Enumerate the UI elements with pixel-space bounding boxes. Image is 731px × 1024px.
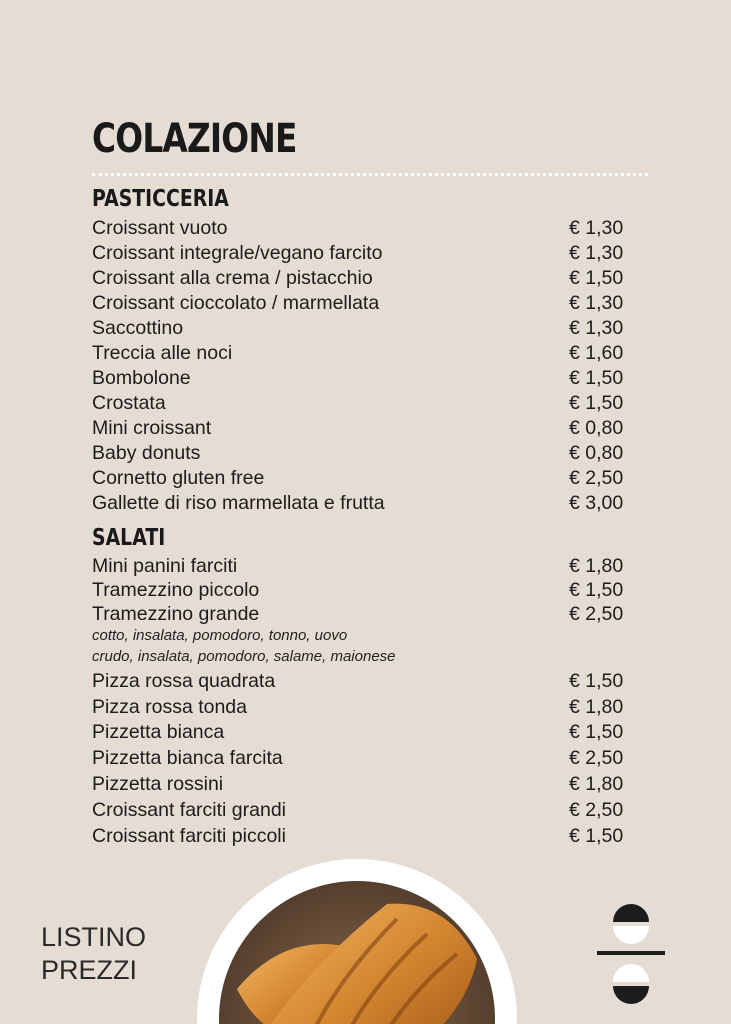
menu-item: [92, 746, 627, 771]
item-name: Gallette di riso marmellata e frutta: [92, 492, 385, 514]
menu-item: [92, 772, 627, 797]
footer-label-line2: PREZZI: [41, 955, 138, 985]
menu-item: [92, 441, 627, 466]
menu-item: [92, 416, 627, 441]
item-price: € 1,50: [569, 579, 624, 601]
croissant-photo: [197, 859, 517, 1024]
item-price: € 2,50: [569, 603, 624, 625]
section-title-salati: SALATI: [92, 525, 166, 551]
item-name: Croissant integrale/vegano farcito: [92, 242, 383, 264]
item-name: Tramezzino grande: [92, 603, 260, 625]
menu-item: [92, 291, 627, 316]
item-name: Baby donuts: [92, 442, 201, 464]
item-price: € 3,00: [569, 492, 624, 514]
item-name: Pizza rossa tonda: [92, 696, 248, 718]
menu-item: [92, 466, 627, 491]
item-price: € 2,50: [569, 799, 624, 821]
item-name: Pizzetta rossini: [92, 773, 224, 795]
item-price: € 1,80: [569, 555, 624, 577]
menu-item: [92, 491, 627, 516]
item-name: Mini panini farciti: [92, 555, 238, 577]
item-price: € 2,50: [569, 747, 624, 769]
item-price: € 1,50: [569, 721, 624, 743]
item-price: € 0,80: [569, 442, 624, 464]
item-price: € 1,30: [569, 317, 624, 339]
item-name: Croissant farciti piccoli: [92, 825, 286, 847]
item-note: crudo, insalata, pomodoro, salame, maionese: [92, 648, 396, 665]
croissant-icon: [197, 859, 517, 1024]
item-price: € 1,50: [569, 392, 624, 414]
item-name: Pizza rossa quadrata: [92, 670, 276, 692]
page-title: COLAZIONE: [92, 116, 297, 162]
item-price: € 1,50: [569, 825, 624, 847]
item-name: Croissant alla crema / pistacchio: [92, 267, 373, 289]
item-price: € 1,50: [569, 670, 624, 692]
item-price: € 1,50: [569, 267, 624, 289]
item-price: € 1,80: [569, 696, 624, 718]
menu-item: [92, 266, 627, 291]
menu-item: [92, 720, 627, 745]
item-price: € 1,30: [569, 242, 624, 264]
item-price: € 1,30: [569, 292, 624, 314]
item-name: Crostata: [92, 392, 166, 414]
item-note: cotto, insalata, pomodoro, tonno, uovo: [92, 627, 348, 644]
item-price: € 0,80: [569, 417, 624, 439]
footer-label-line1: LISTINO: [41, 922, 147, 952]
item-price: € 1,30: [569, 217, 624, 239]
menu-item: [92, 798, 627, 823]
item-name: Treccia alle noci: [92, 342, 233, 364]
menu-item: [92, 554, 627, 579]
menu-item: [92, 316, 627, 341]
item-name: Croissant vuoto: [92, 217, 228, 239]
item-price: € 1,80: [569, 773, 624, 795]
item-name: Croissant farciti grandi: [92, 799, 286, 821]
menu-item: [92, 695, 627, 720]
item-name: Tramezzino piccolo: [92, 579, 260, 601]
item-price: € 1,50: [569, 367, 624, 389]
brand-logo-icon: [597, 904, 665, 1004]
menu-item: [92, 669, 627, 694]
item-name: Bombolone: [92, 367, 191, 389]
item-name: Croissant cioccolato / marmellata: [92, 292, 380, 314]
footer-label: [41, 921, 146, 987]
item-name: Mini croissant: [92, 417, 212, 439]
menu-item: [92, 578, 627, 603]
item-name: Pizzetta bianca: [92, 721, 225, 743]
dotted-divider: [92, 173, 648, 176]
item-name: Saccottino: [92, 317, 184, 339]
menu-item: [92, 366, 627, 391]
item-price: € 1,60: [569, 342, 624, 364]
menu-item: [92, 391, 627, 416]
item-name: Pizzetta bianca farcita: [92, 747, 283, 769]
menu-item: [92, 241, 627, 266]
item-price: € 2,50: [569, 467, 624, 489]
menu-item: [92, 216, 627, 241]
section-title-pasticceria: PASTICCERIA: [92, 186, 229, 212]
menu-item: [92, 824, 627, 849]
item-name: Cornetto gluten free: [92, 467, 265, 489]
menu-item: [92, 341, 627, 366]
menu-item: [92, 602, 627, 627]
